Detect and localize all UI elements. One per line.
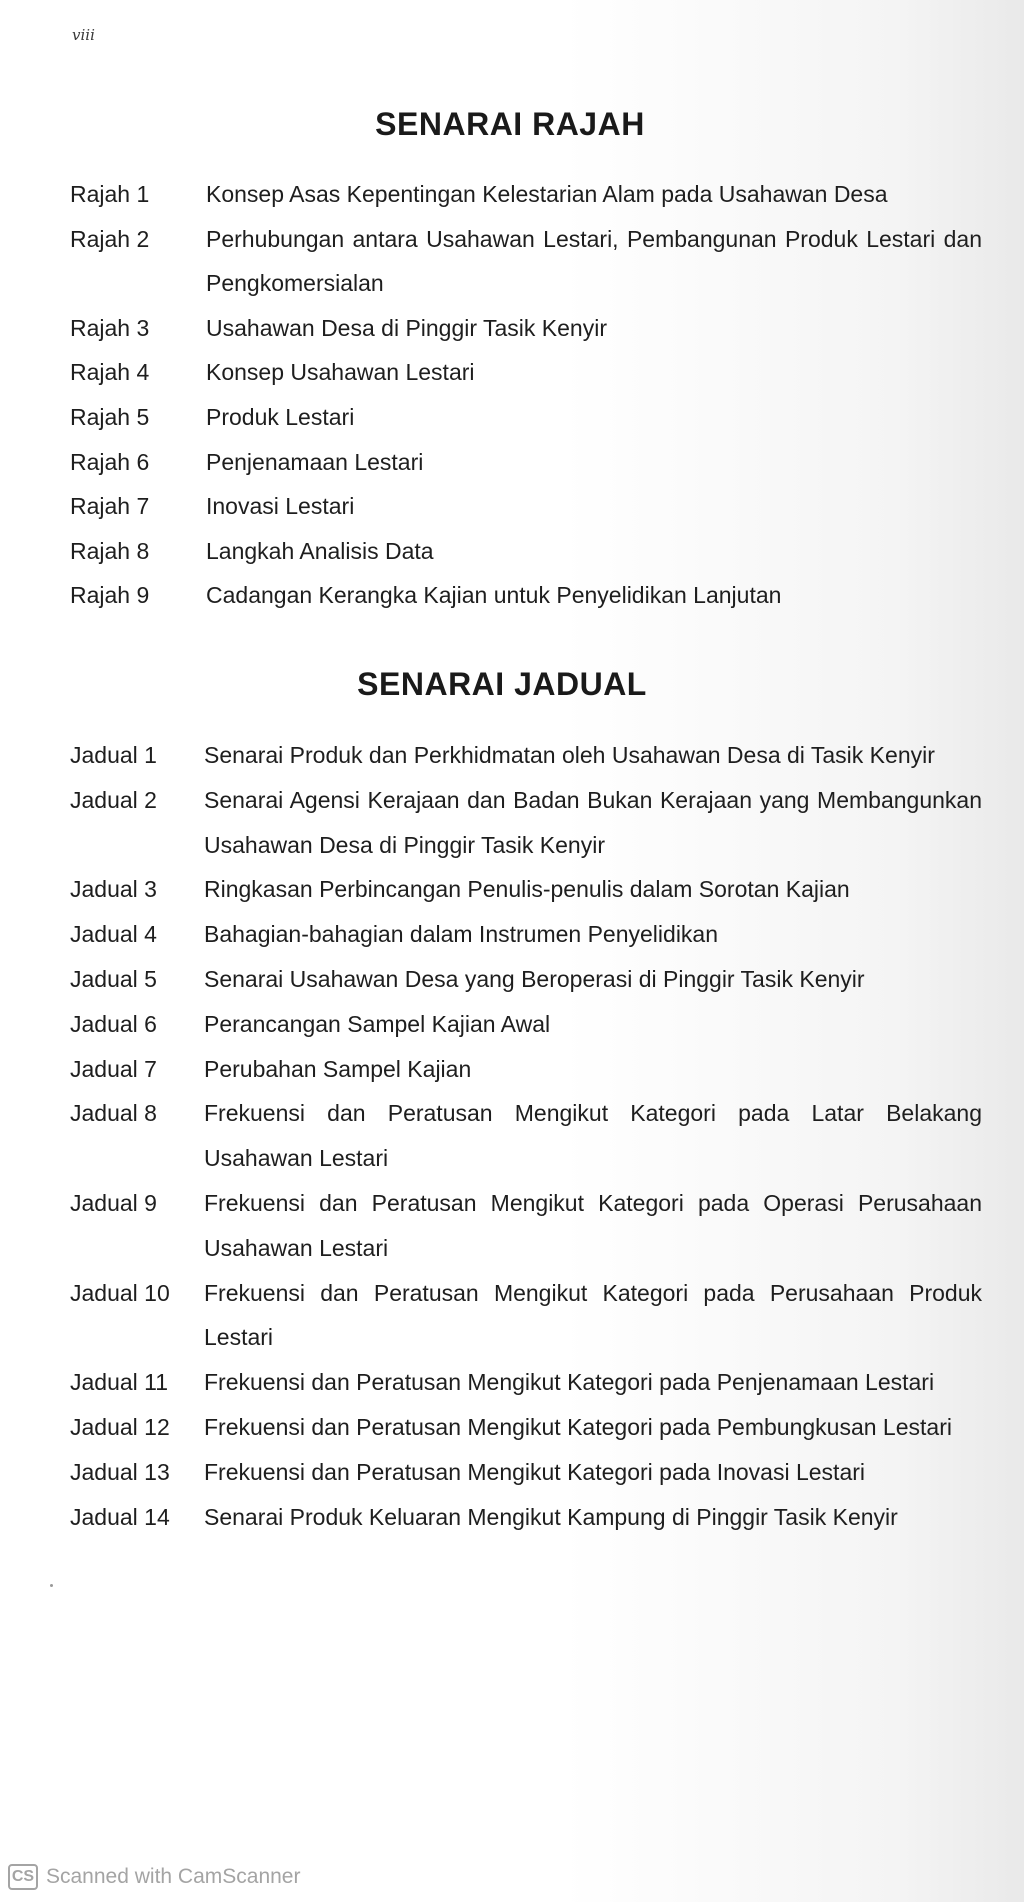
figure-caption: Perhubungan antara Usahawan Lestari, Pembangunan Produk Lestari dan Pengkomersialan [206,225,982,297]
table-caption: Perancangan Sampel Kajian Awal [204,1010,551,1037]
table-caption: Senarai Agensi Kerajaan dan Badan Bukan Kerajaan yang Membangunkan Usahawan Desa di Pinggir Tasik Kenyir [204,786,982,858]
table-caption: Frekuensi dan Peratusan Mengikut Kategori pada Perusahaan Produk Lestari [204,1279,982,1351]
figure-entry [70,484,982,529]
table-caption: Bahagian-bahagian dalam Instrumen Penyelidikan [204,921,719,948]
figure-label: Rajah 3 [70,314,150,341]
table-label: Jadual 7 [70,1055,157,1082]
table-list [70,733,982,1539]
table-caption: Senarai Produk dan Perkhidmatan oleh Usahawan Desa di Tasik Kenyir [204,742,935,768]
table-entry [70,1271,982,1361]
figure-label: Rajah 4 [70,359,150,386]
table-caption: Frekuensi dan Peratusan Mengikut Kategori pada Operasi Perusahaan Usahawan Lestari [204,1189,982,1261]
table-entry [70,1091,982,1181]
table-caption: Frekuensi dan Peratusan Mengikut Kategori pada Inovasi Lestari [204,1458,866,1485]
section-title-senarai-rajah: SENARAI RAJAH [375,106,645,142]
figure-entry [70,440,982,485]
figure-caption: Cadangan Kerangka Kajian untuk Penyelidikan Lanjutan [206,582,782,609]
scan-speck [50,1584,53,1587]
table-entry [70,867,982,912]
figure-caption: Penjenamaan Lestari [206,448,424,475]
page-number: viii [72,26,95,44]
figure-entry [70,395,982,440]
table-entry [70,1495,982,1540]
figure-entry [70,306,982,351]
table-entry [70,1450,982,1495]
table-label: Jadual 9 [70,1189,157,1216]
figure-caption: Produk Lestari [206,403,355,430]
figure-caption: Usahawan Desa di Pinggir Tasik Kenyir [206,314,607,341]
table-entry [70,1181,982,1271]
watermark-text: Scanned with CamScanner [46,1865,301,1888]
table-caption: Senarai Produk Keluaran Mengikut Kampung di Pinggir Tasik Kenyir [204,1503,898,1530]
table-label: Jadual 14 [70,1503,170,1530]
figure-list [70,172,982,618]
figure-label: Rajah 6 [70,448,150,475]
table-label: Jadual 13 [70,1458,170,1485]
table-caption: Senarai Usahawan Desa yang Beroperasi di Pinggir Tasik Kenyir [204,965,865,992]
table-caption: Ringkasan Perbincangan Penulis-penulis dalam Sorotan Kajian [204,876,850,903]
table-label: Jadual 4 [70,921,157,948]
table-label: Jadual 2 [70,786,157,813]
figure-caption: Konsep Asas Kepentingan Kelestarian Alam pada Usahawan Desa [206,181,888,207]
figure-entry [70,529,982,574]
table-entry [70,957,982,1002]
table-label: Jadual 10 [70,1279,170,1306]
table-caption: Perubahan Sampel Kajian [204,1055,472,1082]
figure-label: Rajah 7 [70,493,150,520]
figure-label: Rajah 9 [70,582,150,609]
table-entry [70,1360,982,1405]
table-entry [70,778,982,868]
figure-entry [70,573,982,618]
table-label: Jadual 11 [70,1369,169,1396]
figure-caption: Langkah Analisis Data [206,537,434,564]
figure-entry [70,350,982,395]
table-entry [70,1002,982,1047]
table-caption: Frekuensi dan Peratusan Mengikut Kategori pada Penjenamaan Lestari [204,1369,935,1396]
table-caption: Frekuensi dan Peratusan Mengikut Kategori pada Latar Belakang Usahawan Lestari [204,1100,982,1172]
figure-entry [70,172,982,217]
figure-caption: Konsep Usahawan Lestari [206,359,475,386]
table-caption: Frekuensi dan Peratusan Mengikut Kategori pada Pembungkusan Lestari [204,1413,952,1440]
figure-label: Rajah 1 [70,181,150,207]
table-label: Jadual 8 [70,1100,157,1127]
table-label: Jadual 3 [70,876,157,903]
table-entry [70,1405,982,1450]
table-label: Jadual 12 [70,1413,170,1440]
camscanner-watermark [8,1864,300,1890]
table-entry [70,733,982,778]
figure-caption: Inovasi Lestari [206,493,355,520]
table-label: Jadual 1 [70,742,157,768]
table-label: Jadual 5 [70,965,157,992]
figure-label: Rajah 8 [70,537,150,564]
figure-label: Rajah 2 [70,225,150,252]
table-entry [70,1047,982,1092]
camscanner-logo-icon: CS [8,1864,38,1890]
table-label: Jadual 6 [70,1010,157,1037]
figure-label: Rajah 5 [70,403,150,430]
table-entry [70,912,982,957]
section-title-senarai-jadual: SENARAI JADUAL [357,666,647,702]
figure-entry [70,217,982,306]
